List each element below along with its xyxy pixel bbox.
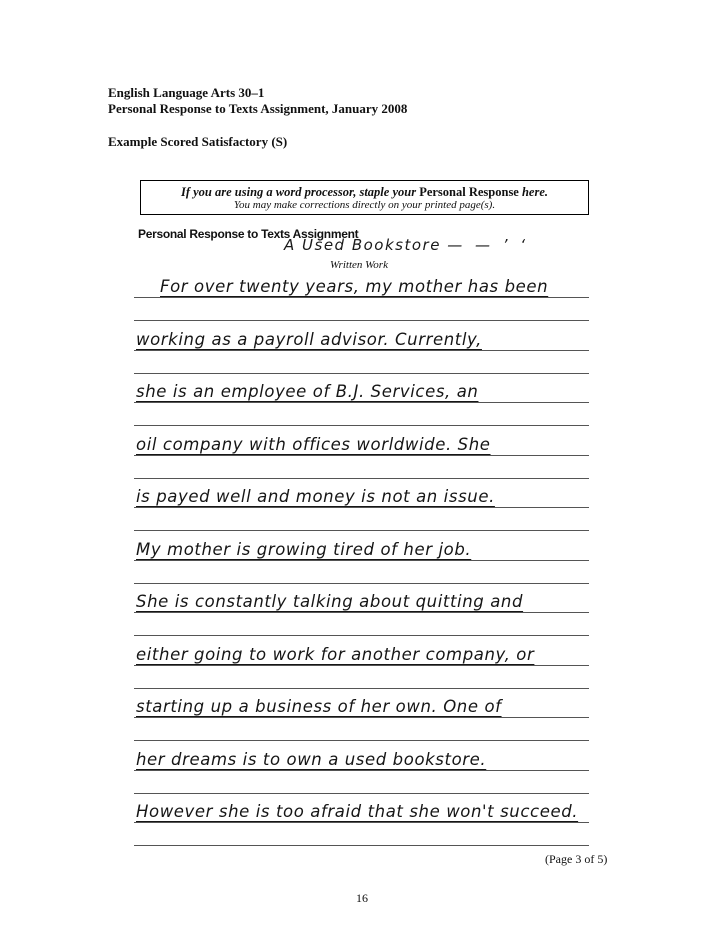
writing-rule	[134, 612, 589, 613]
spacer-rule	[134, 635, 589, 636]
staple-instruction-line2: You may make corrections directly on your printed page(s).	[233, 199, 496, 211]
handwritten-title-text: A Used Bookstore	[284, 236, 441, 254]
handwritten-line: For over twenty years, my mother has been	[160, 277, 549, 296]
handwritten-line: either going to work for another company, or	[136, 645, 535, 664]
spacer-rule	[134, 740, 589, 741]
writing-rule	[134, 770, 589, 771]
spacer-rule	[134, 530, 589, 531]
writing-rule	[134, 507, 589, 508]
doc-header-assignment: Personal Response to Texts Assignment, January 2008	[108, 101, 408, 116]
spacer-rule	[134, 845, 589, 846]
staple-instruction-line1	[141, 185, 588, 199]
writing-rule	[134, 455, 589, 456]
staple-instruction-normal: Personal Response	[419, 185, 519, 199]
doc-header-score: Example Scored Satisfactory (S)	[108, 134, 288, 149]
handwritten-title-marks: — — ’ ‘	[447, 236, 530, 254]
staple-instruction-italic: If you are using a word processor, staple your	[180, 185, 417, 199]
doc-header-course: English Language Arts 30–1	[108, 85, 265, 100]
spacer-rule	[134, 425, 589, 426]
page-of-indicator: (Page 3 of 5)	[545, 852, 608, 866]
form-heading: Personal Response to Texts Assignment	[138, 227, 359, 241]
handwritten-line: her dreams is to own a used bookstore.	[136, 750, 487, 769]
handwritten-line: working as a payroll advisor. Currently,	[136, 330, 482, 349]
handwritten-line: My mother is growing tired of her job.	[136, 540, 472, 559]
handwritten-line: However she is too afraid that she won't succeed.	[136, 802, 579, 821]
spacer-rule	[134, 320, 589, 321]
handwritten-line: is payed well and money is not an issue.	[136, 487, 495, 506]
spacer-rule	[134, 688, 589, 689]
handwritten-line: She is constantly talking about quitting and	[136, 592, 524, 611]
handwritten-line: she is an employee of B.J. Services, an	[136, 382, 479, 401]
spacer-rule	[134, 793, 589, 794]
handwritten-line: starting up a business of her own. One of	[136, 697, 502, 716]
writing-rule	[134, 402, 589, 403]
writing-rule	[134, 665, 589, 666]
writing-rule	[134, 717, 589, 718]
writing-rule	[134, 822, 589, 823]
writing-rule	[134, 350, 589, 351]
spacer-rule	[134, 583, 589, 584]
writing-rule	[134, 297, 589, 298]
spacer-rule	[134, 373, 589, 374]
writing-rule	[134, 560, 589, 561]
staple-instruction-end: here.	[521, 185, 549, 199]
handwritten-line: oil company with offices worldwide. She	[136, 435, 491, 454]
spacer-rule	[134, 478, 589, 479]
form-subheading: Written Work	[330, 259, 388, 271]
staple-instruction-box	[140, 180, 589, 215]
handwritten-title	[284, 236, 529, 254]
page-number: 16	[356, 891, 368, 905]
